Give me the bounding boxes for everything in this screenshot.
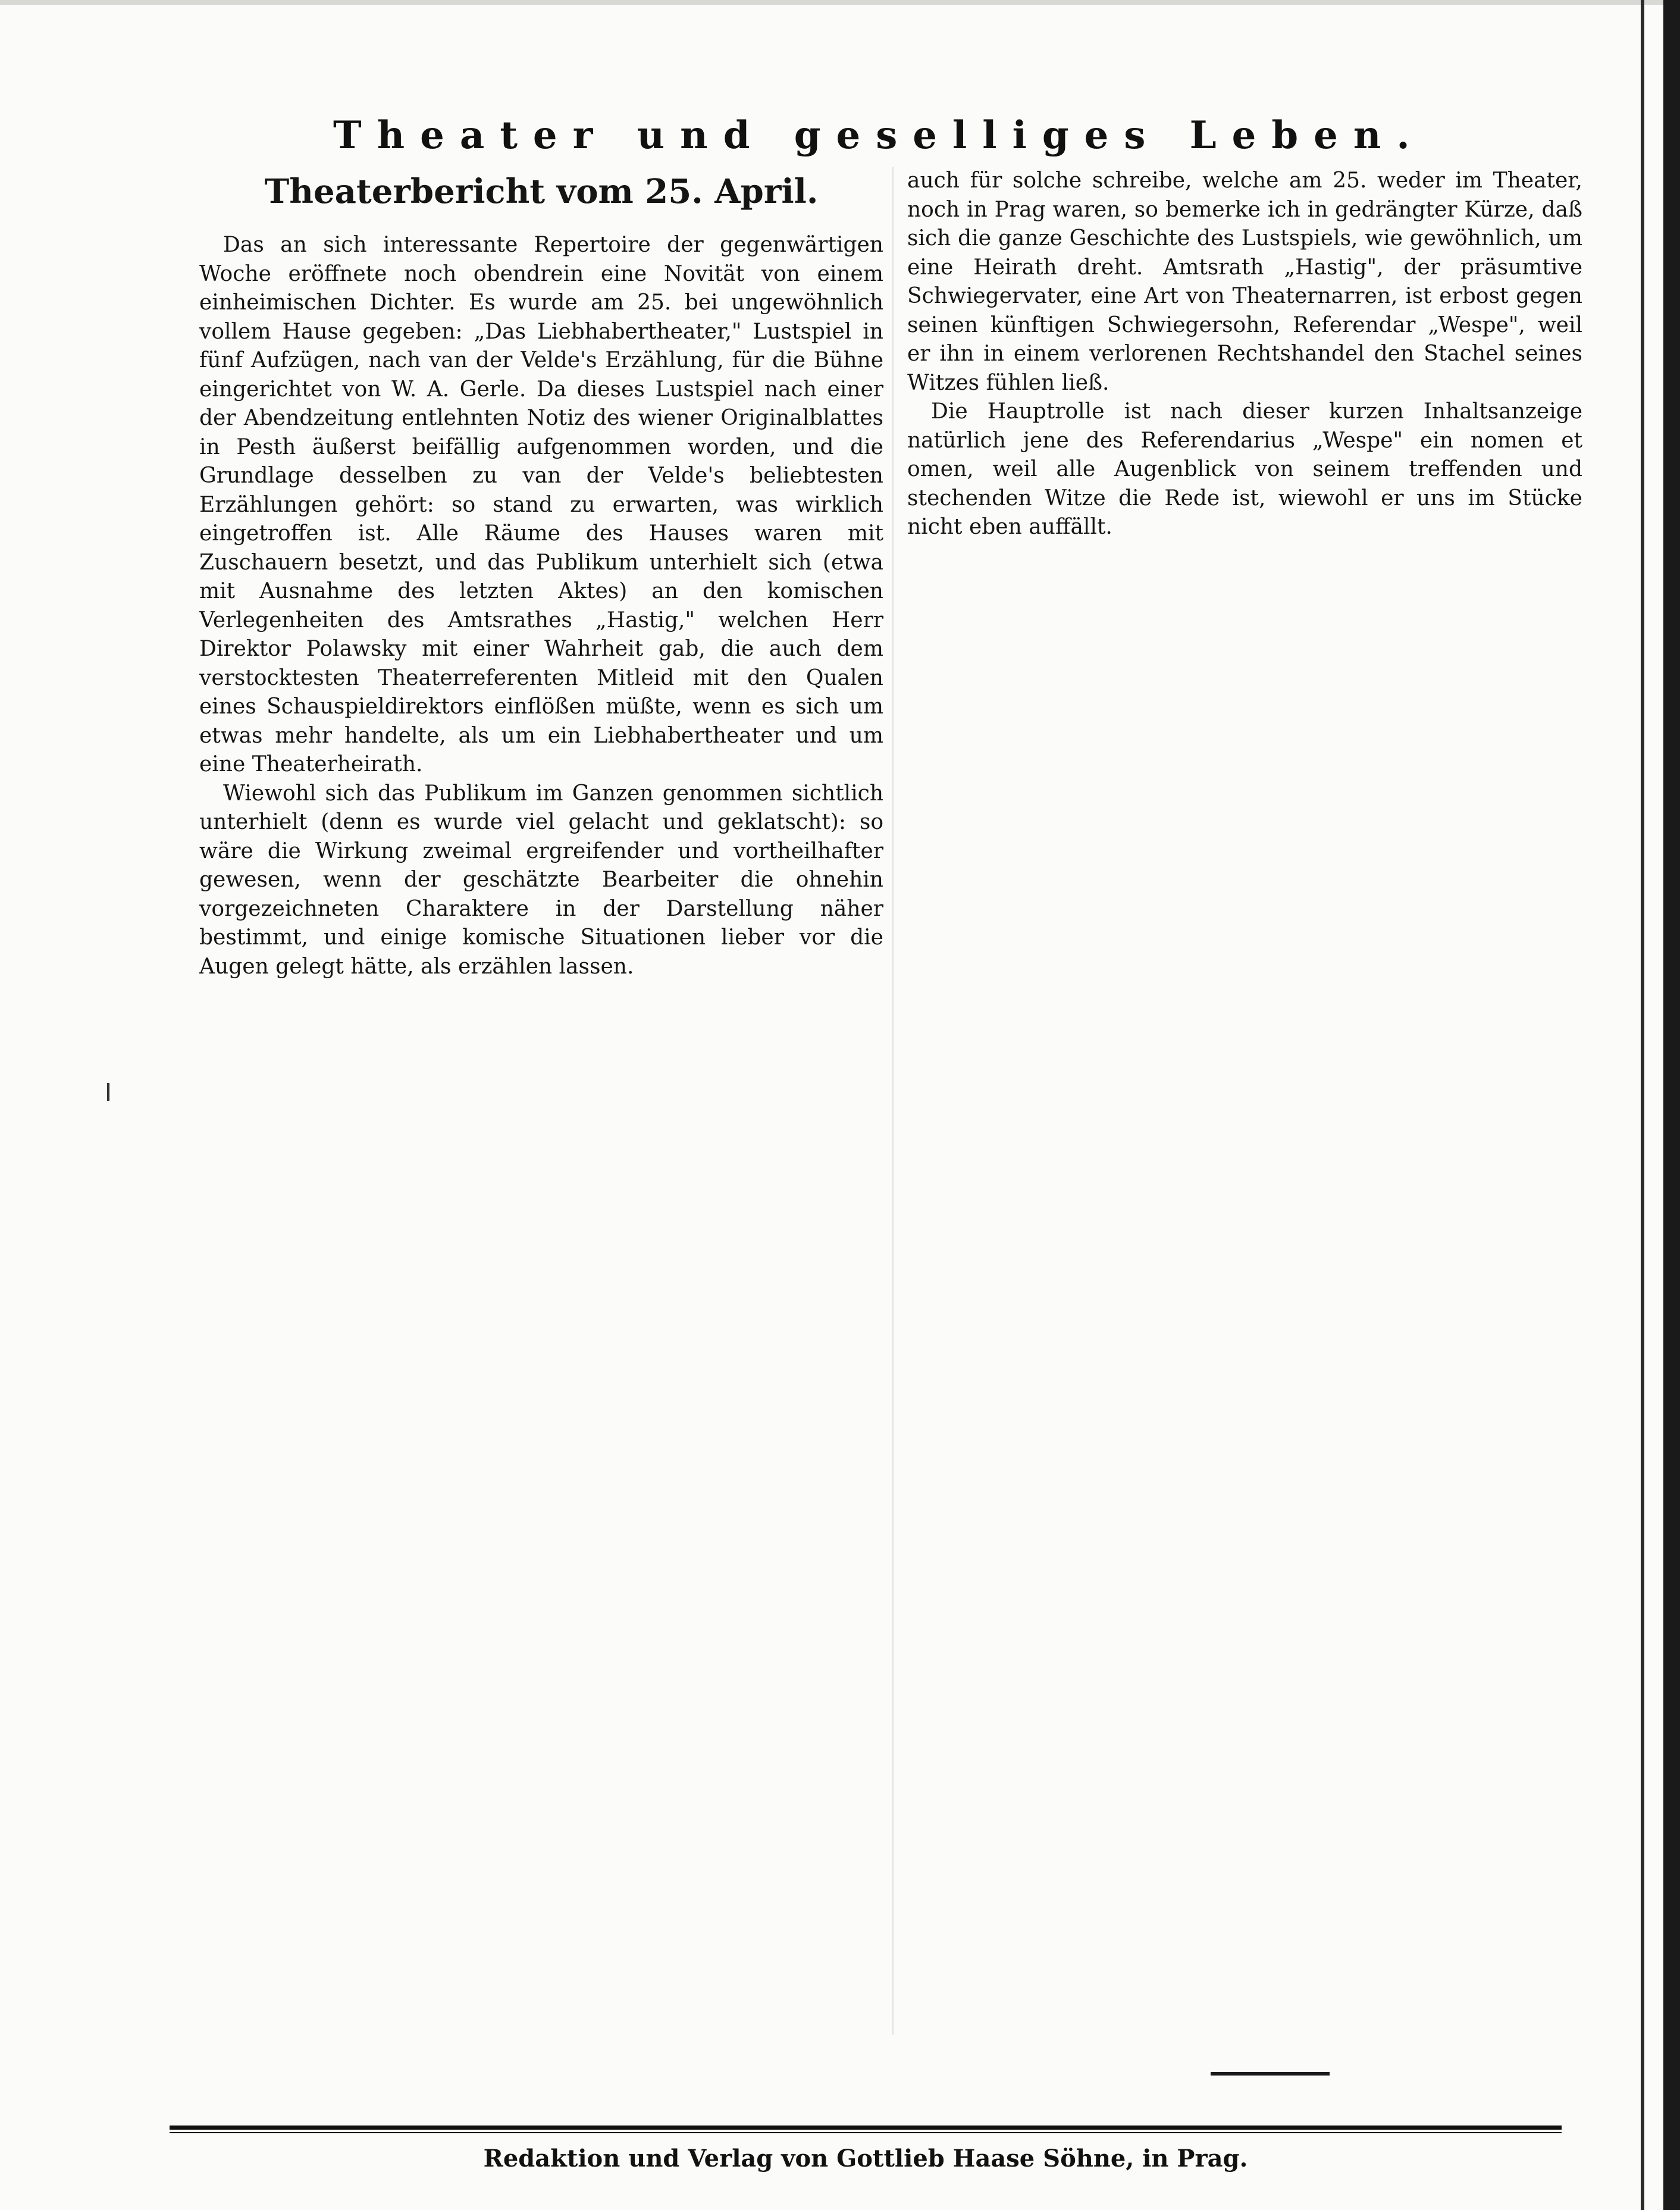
article-end-rule [1211,2072,1330,2076]
paragraph: Das an sich interessante Repertoire der gegenwärtigen Woche eröffnete noch obendrein eine Novität von einem einheimischen Dichter. Es wurde am 25. bei ungewöhnlich vollem Hause gegeben: „Das Liebhabertheater," Lustspiel in fünf Aufzügen, nach van der Velde's Erzählung, für die Bühne eingerichtet von W. A. Gerle. Da dieses Lustspiel nach einer der Abendzeitung entlehnten Notiz des wiener Originalblattes in Pesth äußerst beifällig aufgenommen worden, und die Grundlage desselben zu van der Velde's beliebtesten Erzählungen gehört: so stand zu erwarten, was wirklich eingetroffen ist. Alle Räume des Hauses waren mit Zuschauern besetzt, und das Publikum unterhielt sich (etwa mit Ausnahme des letzten Aktes) an den komischen Verlegenheiten des Amtsrathes „Hastig," welchen Herr Direktor Polawsky mit einer Wahrheit gab, die auch dem verstocktesten Theaterreferenten Mitleid mit den Qualen eines Schauspieldirektors einflößen müßte, wenn es sich um etwas mehr handelte, als um ein Liebhabertheater und um eine Theaterheirath. [199,233,883,777]
paragraph: Wiewohl sich das Publikum im Ganzen genommen sichtlich unterhielt (denn es wurde viel gelacht und geklatscht): so wäre die Wirkung zweimal ergreifender und vortheilhafter gewesen, wenn der geschätzte Bearbeiter die ohnehin vorgezeichneten Charaktere in der Darstellung näher bestimmt, und einige komische Situationen lieber vor die Augen gelegt hätte, als erzählen lassen. [199,781,883,979]
right-column [907,167,1582,542]
running-title: Theater und geselliges Leben. [333,113,1425,158]
column-gutter [892,167,894,2035]
paragraph: Die Hauptrolle ist nach dieser kurzen Inhaltsanzeige natürlich jene des Referendarius „Wespe" ein nomen et omen, weil alle Augenblick von seinem treffenden und stechenden Witze die Rede ist, wiewohl er uns im Stücke nicht eben auffällt. [907,399,1582,539]
margin-mark [107,1083,109,1101]
paragraph: auch für solche schreibe, welche am 25. weder im Theater, noch in Prag waren, so bemerke ich in gedrängter Kürze, daß sich die ganze Geschichte des Lustspiels, wie gewöhnlich, um eine Heirath dreht. Amtsrath „Hastig", der präsumtive Schwiegervater, eine Art von Theaternarren, ist erbost gegen seinen künftigen Schwiegersohn, Referendar „Wespe", weil er ihn in einem verlorenen Rechtshandel den Stachel seines Witzes fühlen ließ. [907,168,1582,395]
scan-top-edge [0,0,1680,5]
scan-right-edge [1663,0,1680,2210]
left-column [199,167,883,981]
footer-rule [170,2126,1562,2130]
publisher-imprint: Redaktion und Verlag von Gottlieb Haase Söhne, in Prag. [483,2145,1248,2173]
scan-fold-line [1641,0,1644,2210]
article-title: Theaterbericht vom 25. April. [264,172,819,211]
footer-rule-thin [170,2132,1562,2133]
